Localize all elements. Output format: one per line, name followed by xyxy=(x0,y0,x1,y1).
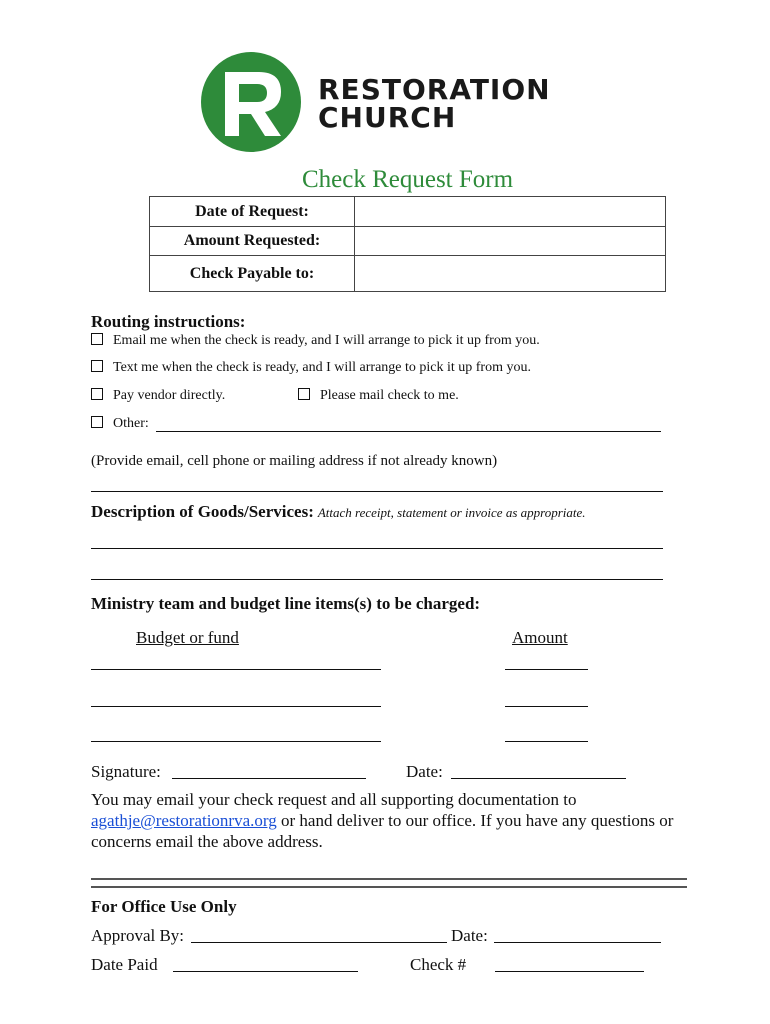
approval-label: Approval By: xyxy=(91,926,185,945)
email-note-line3: concerns email the above address. xyxy=(91,832,323,851)
amount-requested-field[interactable] xyxy=(355,227,666,256)
routing-option-email[interactable]: Email me when the check is ready, and I will arrange to pick it up from you. xyxy=(91,333,540,349)
provide-note: (Provide email, cell phone or mailing address if not already known) xyxy=(91,453,498,469)
date-paid-label: Date Paid xyxy=(91,955,158,974)
request-table xyxy=(149,196,666,292)
signature-date-label: Date: xyxy=(406,762,443,781)
budget-line-1[interactable] xyxy=(91,669,381,670)
amount-column-header: Amount xyxy=(512,628,568,647)
description-row xyxy=(91,502,586,522)
signature-date-line[interactable] xyxy=(451,778,626,779)
amount-line-3[interactable] xyxy=(505,741,588,742)
routing-option-vendor[interactable]: Pay vendor directly. xyxy=(91,388,225,404)
other-checkbox[interactable] xyxy=(91,416,103,428)
budget-column-header: Budget or fund xyxy=(136,628,239,647)
routing-option-other[interactable]: Other: xyxy=(91,416,149,432)
description-note: Attach receipt, statement or invoice as appropriate. xyxy=(317,505,586,520)
description-line-2[interactable] xyxy=(91,579,663,580)
date-of-request-field[interactable] xyxy=(355,197,666,227)
description-heading: Description of Goods/Services: xyxy=(91,502,314,521)
amount-line-1[interactable] xyxy=(505,669,588,670)
office-heading: For Office Use Only xyxy=(91,897,237,916)
date-of-request-label: Date of Request: xyxy=(150,197,355,227)
check-number-line[interactable] xyxy=(495,971,644,972)
description-line-1[interactable] xyxy=(91,548,663,549)
logo-line1: RESTORATION xyxy=(318,73,551,106)
routing-option-mail[interactable]: Please mail check to me. xyxy=(298,388,459,404)
email-note-line1: You may email your check request and all supporting documentation to xyxy=(91,790,577,809)
check-payable-field[interactable] xyxy=(355,256,666,292)
signature-label: Signature: xyxy=(91,762,161,781)
check-number-label: Check # xyxy=(410,955,467,974)
office-divider xyxy=(91,878,687,888)
amount-line-2[interactable] xyxy=(505,706,588,707)
church-logo-icon xyxy=(201,50,301,154)
routing-option-text[interactable]: Text me when the check is ready, and I will arrange to pick it up from you. xyxy=(91,360,531,376)
ministry-heading: Ministry team and budget line items(s) to be charged: xyxy=(91,594,481,613)
form-title: Check Request Form xyxy=(301,166,514,193)
routing-heading: Routing instructions: xyxy=(91,312,246,331)
office-date-line[interactable] xyxy=(494,942,661,943)
email-checkbox[interactable] xyxy=(91,333,103,345)
contact-line[interactable] xyxy=(91,491,663,492)
other-line[interactable] xyxy=(156,431,661,432)
mail-checkbox[interactable] xyxy=(298,388,310,400)
amount-requested-label: Amount Requested: xyxy=(150,227,355,256)
date-paid-line[interactable] xyxy=(173,971,358,972)
email-note-line2: agathje@restorationrva.org or hand deliver to our office. If you have any questions or xyxy=(91,811,674,830)
signature-line[interactable] xyxy=(172,778,366,779)
logo-line2: CHURCH xyxy=(318,101,457,134)
approval-line[interactable] xyxy=(191,942,447,943)
budget-line-3[interactable] xyxy=(91,741,381,742)
check-payable-label: Check Payable to: xyxy=(150,256,355,292)
vendor-checkbox[interactable] xyxy=(91,388,103,400)
text-checkbox[interactable] xyxy=(91,360,103,372)
office-date-label: Date: xyxy=(451,926,488,945)
budget-line-2[interactable] xyxy=(91,706,381,707)
contact-email-link[interactable]: agathje@restorationrva.org xyxy=(91,811,277,830)
